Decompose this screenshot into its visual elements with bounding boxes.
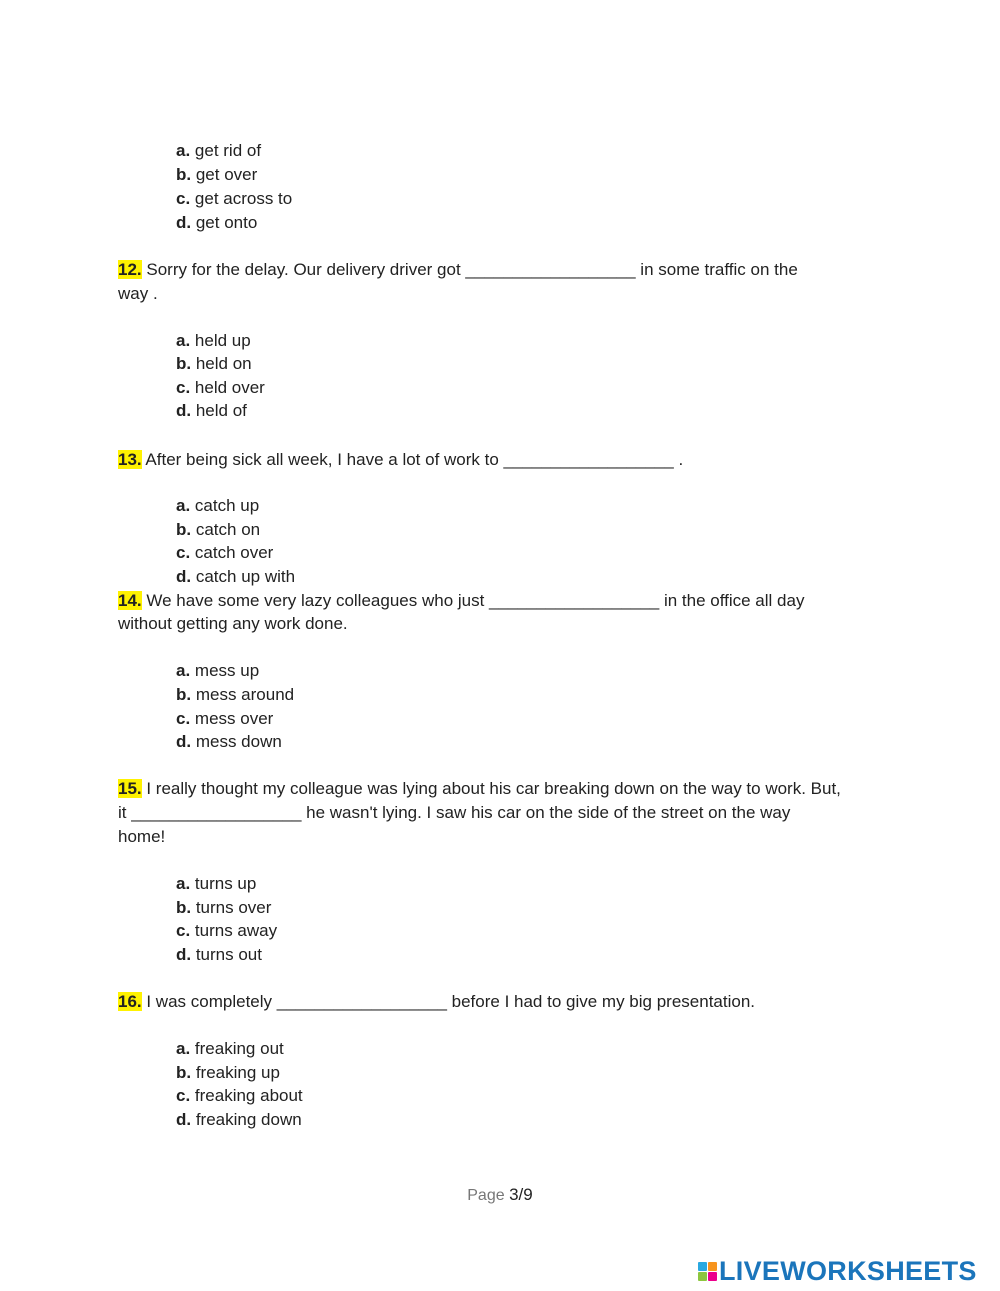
option-text: catch on xyxy=(191,520,261,539)
option-letter: c. xyxy=(176,189,191,208)
option-text: freaking up xyxy=(191,1063,280,1082)
option-letter: d. xyxy=(176,732,192,751)
option-letter: b. xyxy=(176,898,192,917)
option-text: get rid of xyxy=(190,141,262,160)
option-letter: c. xyxy=(176,1086,191,1105)
logo-text: LIVEWORKSHEETS xyxy=(719,1255,977,1286)
page-total: 9 xyxy=(523,1185,533,1204)
option-13d[interactable] xyxy=(176,567,295,587)
logo-block xyxy=(708,1262,717,1271)
question-number: 14. xyxy=(118,591,142,610)
option-13a[interactable] xyxy=(176,496,259,516)
option-text: turns up xyxy=(190,874,257,893)
option-text: get over xyxy=(191,165,258,184)
option-14a[interactable] xyxy=(176,661,259,681)
option-16a[interactable] xyxy=(176,1039,284,1059)
option-11c[interactable] xyxy=(176,189,292,209)
option-letter: d. xyxy=(176,401,192,420)
option-text: held up xyxy=(190,331,251,350)
option-letter: c. xyxy=(176,378,191,397)
option-11d[interactable] xyxy=(176,213,257,233)
option-text: catch up xyxy=(190,496,260,515)
question-14-line2: without getting any work done. xyxy=(118,614,348,633)
option-12d[interactable] xyxy=(176,401,247,421)
option-15b[interactable] xyxy=(176,898,271,918)
question-14-line1 xyxy=(118,591,804,611)
option-text: mess over xyxy=(190,709,274,728)
question-12-line2: way . xyxy=(118,284,158,303)
option-text: get across to xyxy=(190,189,293,208)
question-text: We have some very lazy colleagues who just __________________ in the office all day xyxy=(141,591,805,610)
question-15-line1 xyxy=(118,779,841,799)
option-12a[interactable] xyxy=(176,331,251,351)
option-16d[interactable] xyxy=(176,1110,302,1130)
logo-block xyxy=(708,1272,717,1281)
option-letter: c. xyxy=(176,709,191,728)
option-text: catch over xyxy=(190,543,274,562)
option-16b[interactable] xyxy=(176,1063,280,1083)
option-letter: b. xyxy=(176,354,192,373)
option-text: mess around xyxy=(191,685,295,704)
option-letter: d. xyxy=(176,945,192,964)
option-12b[interactable] xyxy=(176,354,252,374)
option-letter: b. xyxy=(176,520,192,539)
option-text: freaking down xyxy=(191,1110,302,1129)
option-letter: a. xyxy=(176,1039,191,1058)
option-letter: d. xyxy=(176,1110,192,1129)
option-11b[interactable] xyxy=(176,165,257,185)
option-text: catch up with xyxy=(191,567,296,586)
question-text: I was completely __________________ before I had to give my big presentation. xyxy=(141,992,756,1011)
option-letter: a. xyxy=(176,496,191,515)
question-number: 16. xyxy=(118,992,142,1011)
option-15c[interactable] xyxy=(176,921,277,941)
option-14c[interactable] xyxy=(176,709,273,729)
logo-block xyxy=(698,1272,707,1281)
logo-block xyxy=(698,1262,707,1271)
option-14b[interactable] xyxy=(176,685,294,705)
option-letter: a. xyxy=(176,331,191,350)
option-16c[interactable] xyxy=(176,1086,303,1106)
option-text: turns out xyxy=(191,945,262,964)
question-number: 12. xyxy=(118,260,142,279)
question-13-line1 xyxy=(118,450,683,470)
page-number xyxy=(0,1185,1000,1205)
option-text: mess up xyxy=(190,661,260,680)
option-text: freaking out xyxy=(190,1039,284,1058)
option-text: mess down xyxy=(191,732,282,751)
page-current: 3 xyxy=(509,1185,519,1204)
option-letter: b. xyxy=(176,165,192,184)
option-text: freaking about xyxy=(190,1086,303,1105)
option-14d[interactable] xyxy=(176,732,282,752)
option-letter: d. xyxy=(176,213,192,232)
page-label: Page xyxy=(467,1187,510,1204)
option-letter: c. xyxy=(176,543,191,562)
option-letter: c. xyxy=(176,921,191,940)
option-letter: a. xyxy=(176,141,191,160)
option-letter: b. xyxy=(176,685,192,704)
option-letter: a. xyxy=(176,661,191,680)
logo-blocks-icon xyxy=(698,1262,717,1281)
question-text: After being sick all week, I have a lot of work to __________________ . xyxy=(141,450,684,469)
option-12c[interactable] xyxy=(176,378,265,398)
option-15d[interactable] xyxy=(176,945,262,965)
option-text: held of xyxy=(191,401,247,420)
option-13c[interactable] xyxy=(176,543,273,563)
page-separator: / xyxy=(518,1185,524,1204)
question-16-line1 xyxy=(118,992,755,1012)
question-15-line2: it __________________ he wasn't lying. I saw his car on the side of the street on the way xyxy=(118,803,791,822)
option-text: turns away xyxy=(190,921,278,940)
question-15-line3: home! xyxy=(118,827,166,846)
question-text: I really thought my colleague was lying about his car breaking down on the way to work. But, xyxy=(141,779,841,798)
option-letter: d. xyxy=(176,567,192,586)
liveworksheets-logo[interactable] xyxy=(698,1255,977,1286)
question-number: 13. xyxy=(118,450,142,469)
option-11a[interactable] xyxy=(176,141,261,161)
option-text: held over xyxy=(190,378,265,397)
question-number: 15. xyxy=(118,779,142,798)
option-text: get onto xyxy=(191,213,258,232)
option-13b[interactable] xyxy=(176,520,260,540)
question-text: Sorry for the delay. Our delivery driver got __________________ in some traffic on the xyxy=(141,260,798,279)
option-letter: b. xyxy=(176,1063,192,1082)
option-text: turns over xyxy=(191,898,272,917)
option-15a[interactable] xyxy=(176,874,256,894)
option-letter: a. xyxy=(176,874,191,893)
option-text: held on xyxy=(191,354,252,373)
question-12-line1 xyxy=(118,260,798,280)
